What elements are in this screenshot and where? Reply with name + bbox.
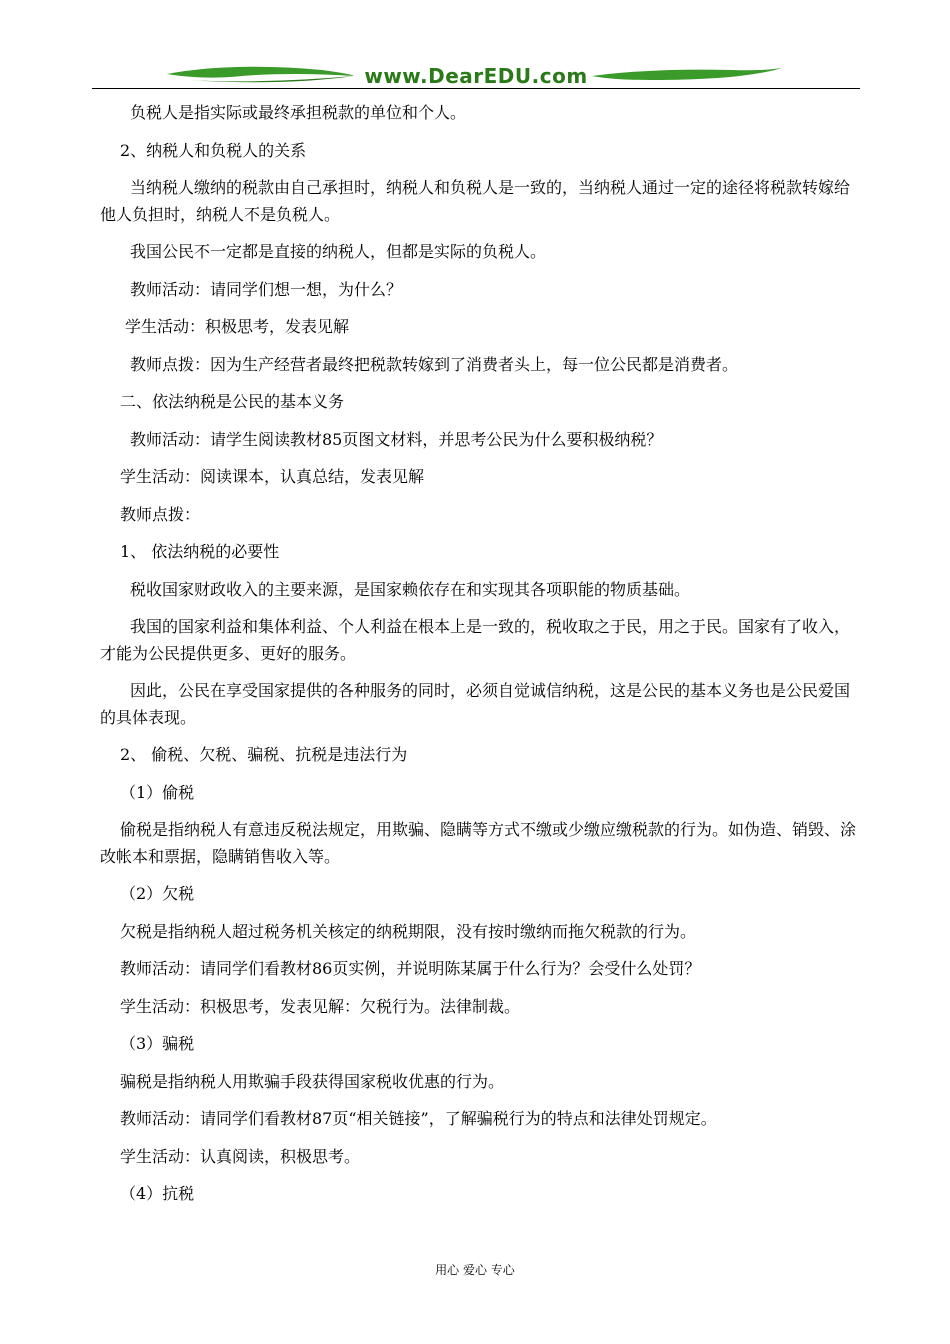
paragraph: 教师点拨： [120,504,201,524]
paragraph: 教师点拨：因为生产经营者最终把税款转嫁到了消费者头上，每一位公民都是消费者。 [130,354,739,374]
paragraph: 当纳税人缴纳的税款由自己承担时，纳税人和负税人是一致的，当纳税人通过一定的途径将税款转嫁给他人负担时，纳税人不是负税人。 [100,178,851,224]
section-heading: 2、 偷税、欠税、骗税、抗税是违法行为 [120,745,408,764]
section-heading: （4）抗税 [120,1184,195,1203]
paragraph: 学生活动：积极思考，发表见解：欠税行为。法律制裁。 [120,996,521,1016]
site-logo: www.DearEDU.com [364,64,588,88]
paragraph: 学生活动：阅读课本，认真总结，发表见解 [120,467,425,486]
paragraph: 负税人是指实际或最终承担税款的单位和个人。 [130,103,467,122]
paragraph: 教师活动：请同学们想一想，为什么？ [130,279,403,299]
section-heading: 2、纳税人和负税人的关系 [120,140,307,160]
section-heading: （2）欠税 [120,884,195,903]
paragraph: 学生活动：认真阅读，积极思考。 [120,1146,361,1166]
paragraph: 偷税是指纳税人有意违反税法规定，用欺骗、隐瞒等方式不缴或少缴应缴税款的行为。如伪造、销毁、涂改帐本和票据，隐瞒销售收入等。 [100,820,857,866]
paragraph: 税收国家财政收入的主要来源，是国家赖依存在和实现其各项职能的物质基础。 [130,579,691,599]
paragraph: 骗税是指纳税人用欺骗手段获得国家税收优惠的行为。 [120,1071,505,1091]
paragraph: 学生活动：积极思考，发表见解 [125,317,350,336]
paragraph: 欠税是指纳税人超过税务机关核定的纳税期限，没有按时缴纳而拖欠税款的行为。 [120,921,697,941]
section-heading: （3）骗税 [120,1034,195,1053]
paragraph: 教师活动：请学生阅读教材85页图文材料，并思考公民为什么要积极纳税？ [130,429,663,449]
paragraph: 教师活动：请同学们看教材86页实例，并说明陈某属于什么行为？会受什么处罚？ [120,959,701,978]
page-footer: 用心 爱心 专心 [435,1263,515,1277]
document-body [100,100,860,1219]
section-heading: （1）偷税 [120,782,195,802]
paragraph: 教师活动：请同学们看教材87页“相关链接”，了解骗税行为的特点和法律处罚规定。 [120,1109,717,1128]
paragraph: 因此，公民在享受国家提供的各种服务的同时，必须自觉诚信纳税，这是公民的基本义务也是公民爱国的具体表现。 [100,681,851,727]
paragraph: 我国公民不一定都是直接的纳税人，但都是实际的负税人。 [130,242,547,261]
section-heading: 1、 依法纳税的必要性 [120,542,280,561]
paragraph: 我国的国家利益和集体利益、个人利益在根本上是一致的，税收取之于民，用之于民。国家有了收入，才能为公民提供更多、更好的服务。 [100,617,851,663]
header-divider [92,88,860,89]
section-heading: 二、依法纳税是公民的基本义务 [120,392,345,411]
